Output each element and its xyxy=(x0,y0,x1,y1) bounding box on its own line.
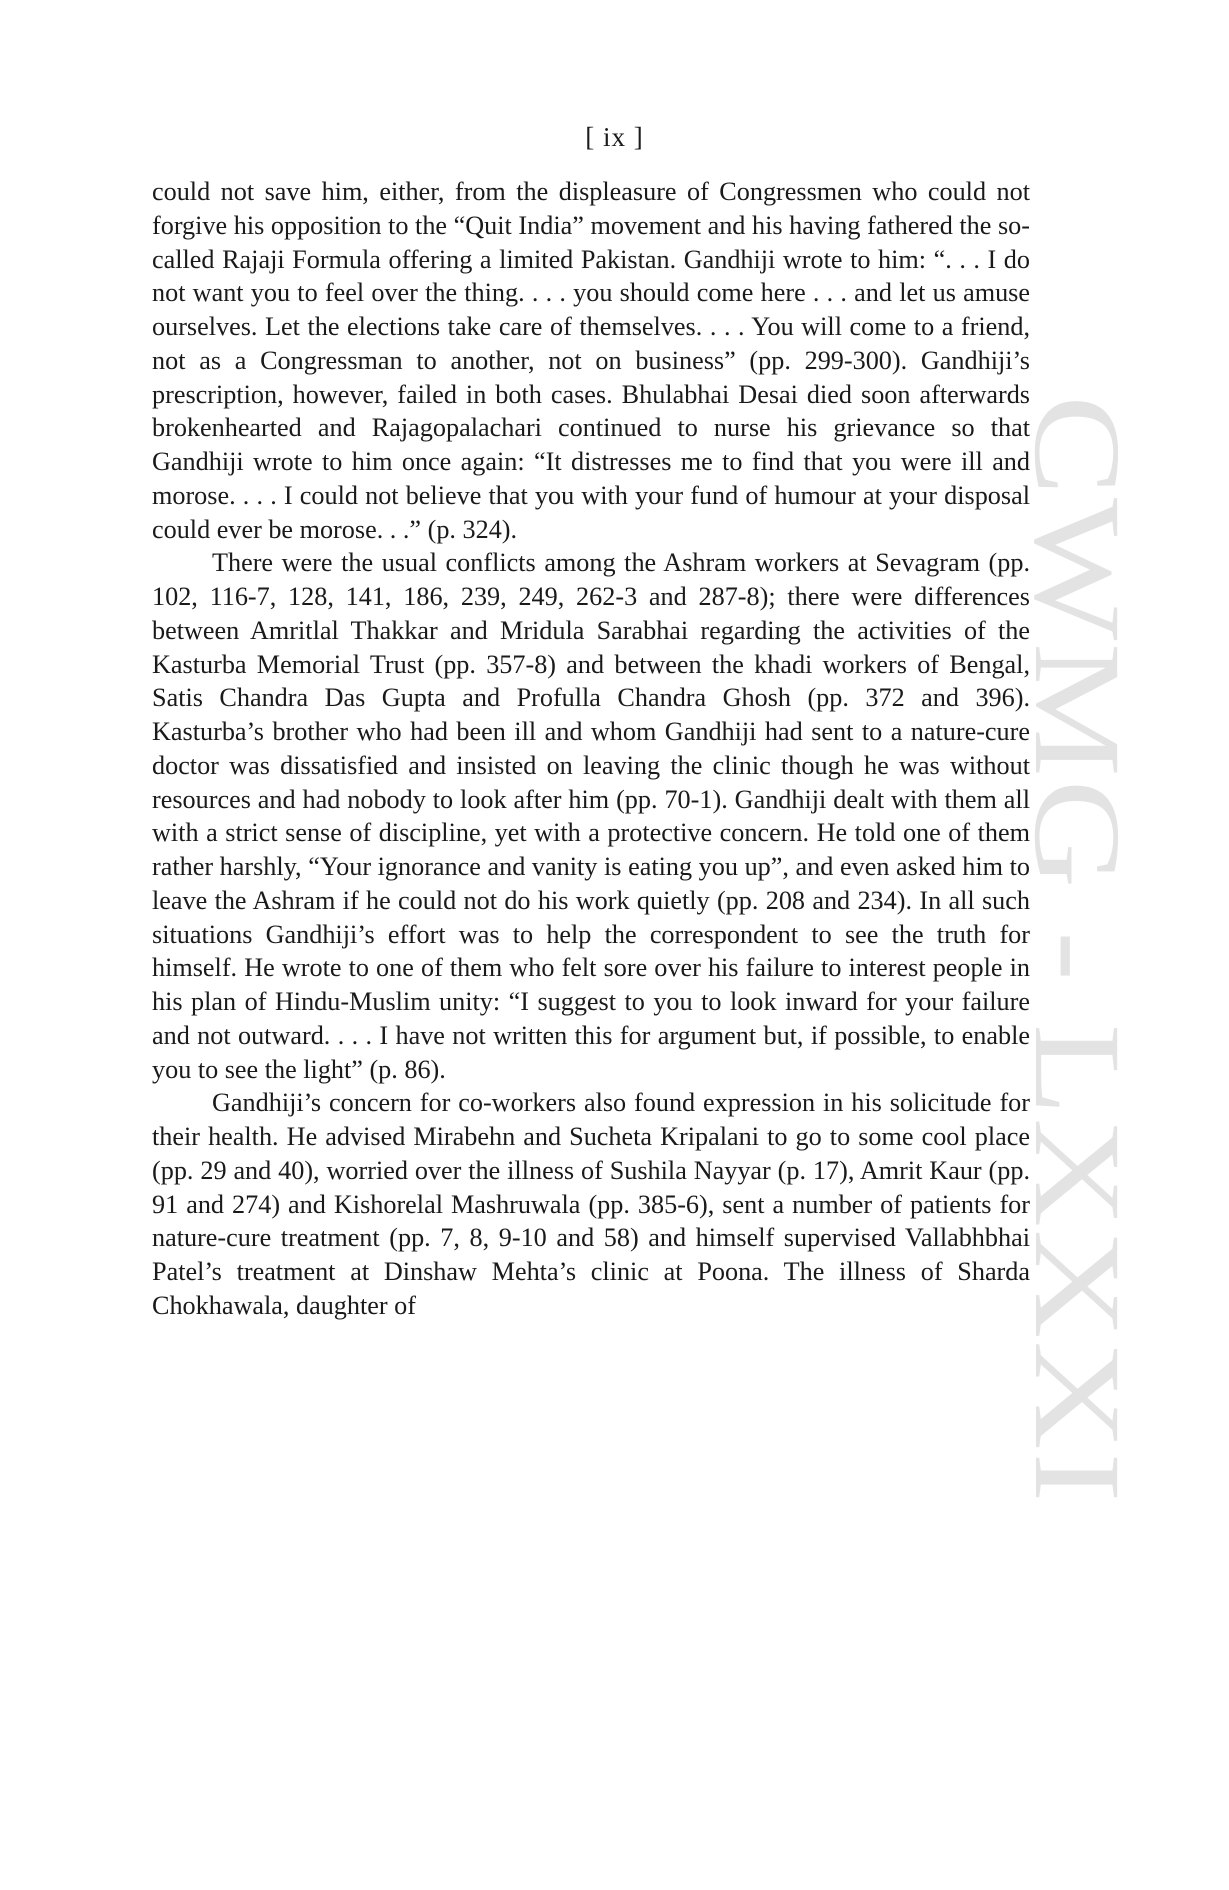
body-text xyxy=(152,175,1030,1323)
watermark-text: CWMG - LXXXI xyxy=(1009,395,1146,1308)
page-number: [ ix ] xyxy=(585,122,644,152)
paragraph-2: There were the usual conflicts among the Ashram workers at Sevagram (pp. 102, 116-7, 128, 141, 186, 239, 249, 262-3 and 287-8); there were differences between Amritlal Thakkar and Mridula Sarabhai regarding the activities of the Kasturba Memorial Trust (pp. 357-8) and between the khadi workers of Bengal, Satis Chandra Das Gupta and Profulla Chandra Ghosh (pp. 372 and 396). Kasturba’s brother who had been ill and whom Gandhiji had sent to a nature-cure doctor was dissatisfied and insisted on leaving the clinic though he was without resources and had nobody to look after him (pp. 70-1). Gandhiji dealt with them all with a strict sense of discipline, yet with a protective concern. He told one of them rather harshly, “Your ignorance and vanity is eating you up”, and even asked him to leave the Ashram if he could not do his work quietly (pp. 208 and 234). In all such situations Gandhiji’s effort was to help the correspondent to see the truth for himself. He wrote to one of them who felt sore over his failure to interest people in his plan of Hindu-Muslim unity: “I suggest to you to look inward for your failure and not outward. . . . I have not written this for argument but, if possible, to enable you to see the light” (p. 86). xyxy=(152,548,1030,1084)
watermark xyxy=(1009,395,1146,1505)
paragraph-3: Gandhiji’s concern for co-workers also found expression in his solicitude for their health. He advised Mirabehn and Sucheta Kripalani to go to some cool place (pp. 29 and 40), worried over the illness of Sushila Nayyar (p. 17), Amrit Kaur (pp. 91 and 274) and Kishorelal Mashruwala (pp. 385-6), sent a number of patients for nature-cure treatment (pp. 7, 8, 9-10 and 58) and himself supervised Vallabhbhai Patel’s treatment at Dinshaw Mehta’s clinic at Poona. The illness of Sharda Chokhawala, daughter of xyxy=(152,1088,1030,1320)
paragraph-1: could not save him, either, from the displeasure of Congressmen who could not forgive his opposition to the “Quit India” movement and his having fathered the so-called Rajaji Formula offering a limited Pakistan. Gandhiji wrote to him: “. . . I do not want you to feel over the thing. . . . you should come here . . . and let us amuse ourselves. Let the elections take care of themselves. . . . You will come to a friend, not as a Congressman to another, not on business” (pp. 299-300). Gandhiji’s prescription, however, failed in both cases. Bhulabhai Desai died soon afterwards brokenhearted and Rajagopalachari continued to nurse his grievance so that Gandhiji wrote to him once again: “It distresses me to find that you were ill and morose. . . . I could not believe that you with your fund of humour at your disposal could ever be morose. . .” (p. 324). xyxy=(152,177,1030,544)
